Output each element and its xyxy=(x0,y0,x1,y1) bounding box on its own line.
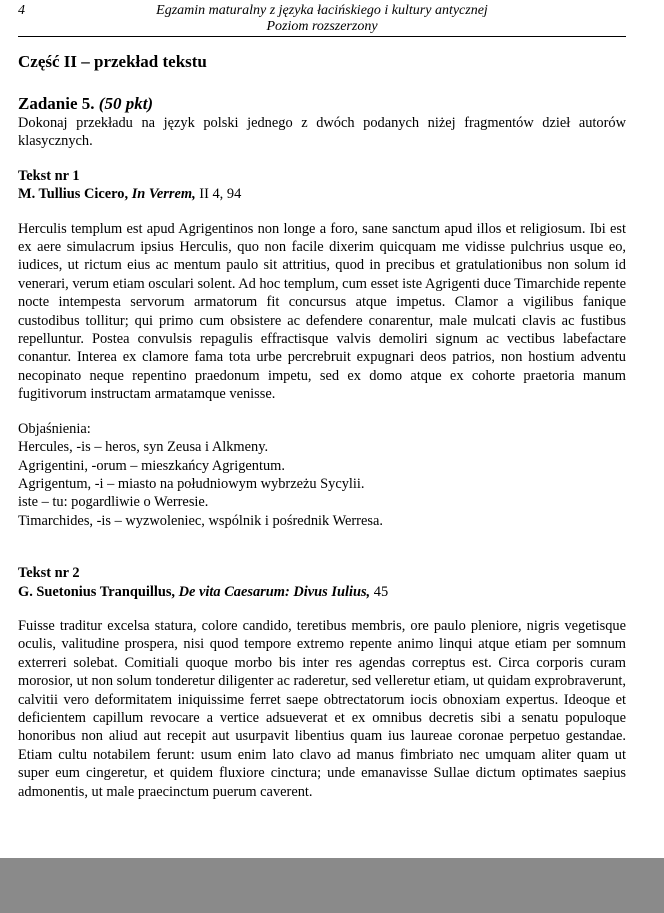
section-title: Część II – przekład tekstu xyxy=(18,52,207,71)
header-title-line2: Poziom rozszerzony xyxy=(266,19,378,34)
text1-ref: II 4, 94 xyxy=(199,186,242,203)
text1-notes-label: Objaśnienia: xyxy=(18,420,91,437)
text2-body: Fuisse traditur excelsa statura, colore candido, teretibus membris, ore paulo pleniore, nigris vegetisque oculis, valitudine prospera, nisi quod tempore extremo repente animo linqui atque etiam per somnum exterreri solebat. Comitiali quoque morbo bis inter res agendas correptus est. Circa corporis curam morosior, ut non solum tonderetur diligenter ac raderetur, sed velleretur etiam, ut quidam exprobraverunt, calvitii vero deformitatem iniquissime ferret saepe obtrectatorum iocis obnoxiam expertus. Ideoque et deficientem capillum revocare a vertice adsueverat et ex omnibus decretis sibi a senatu populoque honoribus non aliud aut recepit aut usurpavit libentius quam ius laureae coronae perpetuo gestandae. Etiam cultu notabilem ferunt: usum enim lato clavo ad manus fimbriato nec umquam aliter quam ut super eum cingeretur, et quidem fluxiore cinctura; unde emanavisse Sullae dictum optimates saepius admonentis, ut male praecinctum puerum caverent. xyxy=(18,617,626,800)
text1-citation xyxy=(18,185,626,203)
task-instruction: Dokonaj przekładu na język polski jednego z dwóch podanych niżej fragmentów dzieł autorów klasycznych. xyxy=(18,115,626,150)
text1-body: Herculis templum est apud Agrigentinos non longe a foro, sane sanctum apud illos et religiosum. Ibi est ex aere simulacrum ipsius Herculis, quo non facile dixerim quicquam me vidisse pulchrius usque eo, iudices, ut rictum eius ac mentum paulo sit attritius, quod in precibus et gratulationibus non solum id venerari, verum etiam osculari solent. Ad hoc templum, cum esset iste Agrigenti duce Timarchide repente nocte intempesta servorum armatorum fit concursus atque impetus. Clamor a vigilibus fanique custodibus tollitur; qui primo cum obsistere ac defendere conarentur, male mulcati clavis ac fustibus repelluntur. Postea convulsis repagulis effractisque valvis demoliri signum ac vectibus labefactare conantur. Interea ex clamore fama tota urbe percrebruit expugnari deos patrios, non hostium adventu necopinato neque repentino praedonum impetu, sed ex domo atque ex cohorte praetoria manum fugitivorum instructam armatamque venisse. xyxy=(18,220,626,403)
text1-work: In Verrem, xyxy=(131,186,196,203)
text1-note: Timarchides, -is – wyzwoleniec, wspólnik i pośrednik Werresa. xyxy=(18,512,383,529)
text2-work: De vita Caesarum: Divus Iulius, xyxy=(178,583,371,600)
header-title-line1: Egzamin maturalny z języka łacińskiego i kultury antycznej xyxy=(156,3,488,18)
task-title xyxy=(18,94,626,114)
text1-note: Agrigentum, -i – miasto na południowym wybrzeżu Sycylii. xyxy=(18,475,365,492)
text1-note: Agrigentini, -orum – mieszkańcy Agrigentum. xyxy=(18,457,285,474)
text1-note: Hercules, -is – heros, syn Zeusa i Alkmeny. xyxy=(18,439,269,456)
viewer-background xyxy=(0,858,664,913)
page-header xyxy=(18,2,626,37)
page-number: 4 xyxy=(18,3,25,18)
text1-note: iste – tu: pogardliwie o Werresie. xyxy=(18,494,209,511)
text1-label: Tekst nr 1 xyxy=(18,167,80,184)
task-number: Zadanie 5. xyxy=(18,94,95,113)
text1-author: M. Tullius Cicero, xyxy=(18,186,129,203)
page-content xyxy=(18,52,626,801)
text2-citation xyxy=(18,583,626,601)
text2-label: Tekst nr 2 xyxy=(18,565,80,582)
text2-author: G. Suetonius Tranquillus, xyxy=(18,583,176,600)
task-points: (50 pkt) xyxy=(98,94,154,113)
header-title xyxy=(18,3,626,35)
text2-ref: 45 xyxy=(373,583,389,600)
